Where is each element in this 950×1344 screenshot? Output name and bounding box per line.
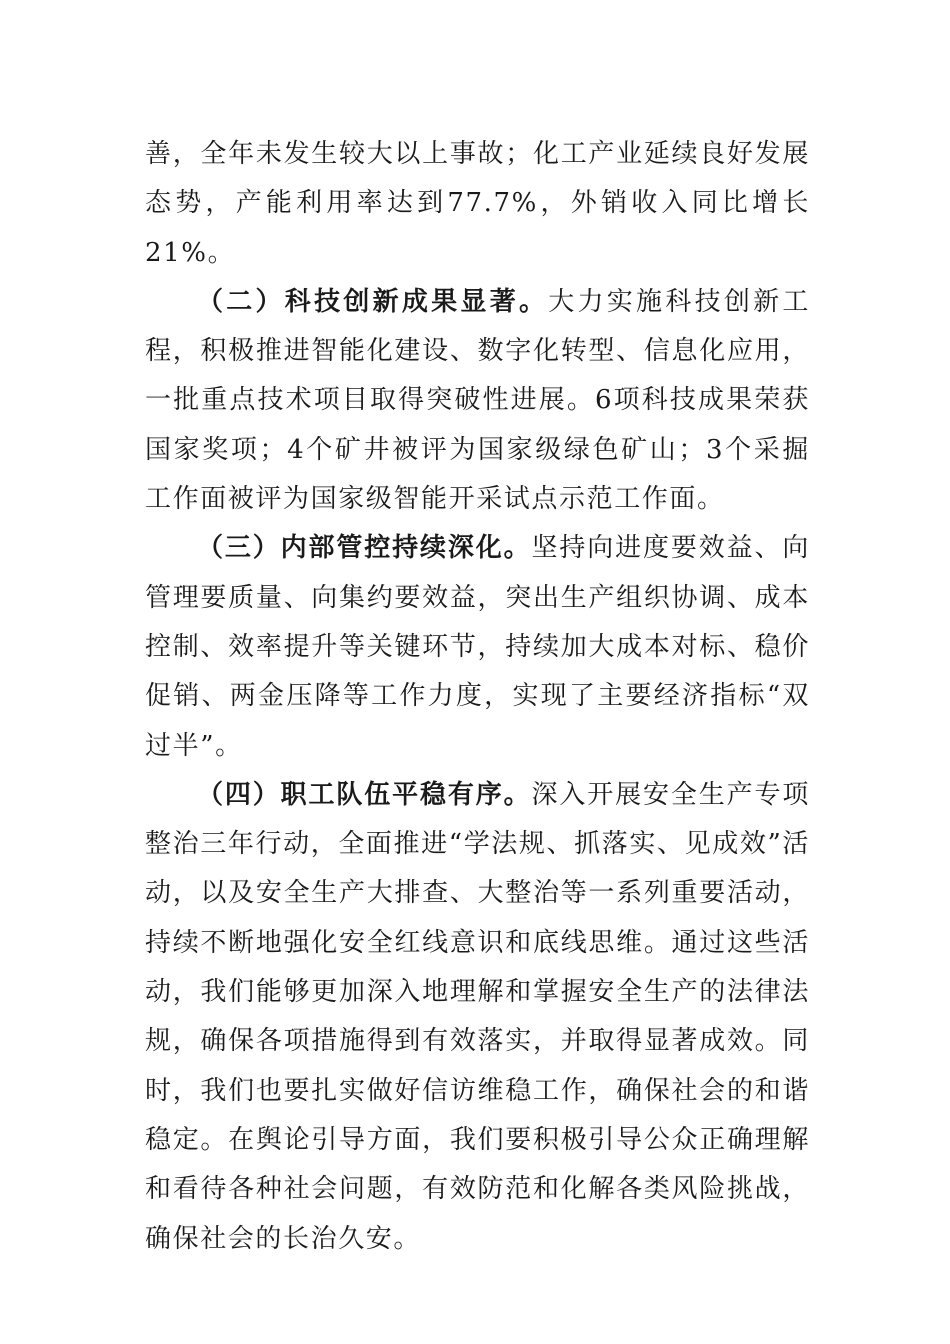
- document-body: [145, 130, 810, 1264]
- paragraph-text: 坚持向进度要效益、向管理要质量、向集约要效益，突出生产组织协调、成本控制、效率提升等关键环节，持续加大成本对标、稳价促销、两金压降等工作力度，实现了主要经济指标“双过半”。: [145, 533, 810, 761]
- paragraph-internal-control: [145, 524, 810, 770]
- paragraph-workforce: [145, 771, 810, 1264]
- paragraph-heading: （三）内部管控持续深化。: [197, 533, 532, 564]
- paragraph-text: 深入开展安全生产专项整治三年行动，全面推进“学法规、抓落实、见成效”活动，以及安全生产大排查、大整治等一系列重要活动，持续不断地强化安全红线意识和底线思维。通过这些活动，我们能够更加深入地理解和掌握安全生产的法律法规，确保各项措施得到有效落实，并取得显著成效。同时，我们也要扎实做好信访维稳工作，确保社会的和谐稳定。在舆论引导方面，我们要积极引导公众正确理解和看待各种社会问题，有效防范和化解各类风险挑战，确保社会的长治久安。: [145, 779, 810, 1254]
- paragraph-tech-innovation: [145, 278, 810, 524]
- paragraph-text: 大力实施科技创新工程，积极推进智能化建设、数字化转型、信息化应用，一批重点技术项目取得突破性进展。6项科技成果荣获国家奖项；4个矿井被评为国家级绿色矿山；3个采掘工作面被评为国家级智能开采试点示范工作面。: [145, 286, 811, 515]
- paragraph-heading: （四）职工队伍平稳有序。: [197, 779, 532, 810]
- paragraph-heading: （二）科技创新成果显著。: [197, 286, 549, 317]
- paragraph-continuation: [145, 130, 810, 278]
- paragraph-text: 善，全年未发生较大以上事故；化工产业延续良好发展态势，产能利用率达到77.7%，外销收入同比增长21%。: [145, 139, 810, 268]
